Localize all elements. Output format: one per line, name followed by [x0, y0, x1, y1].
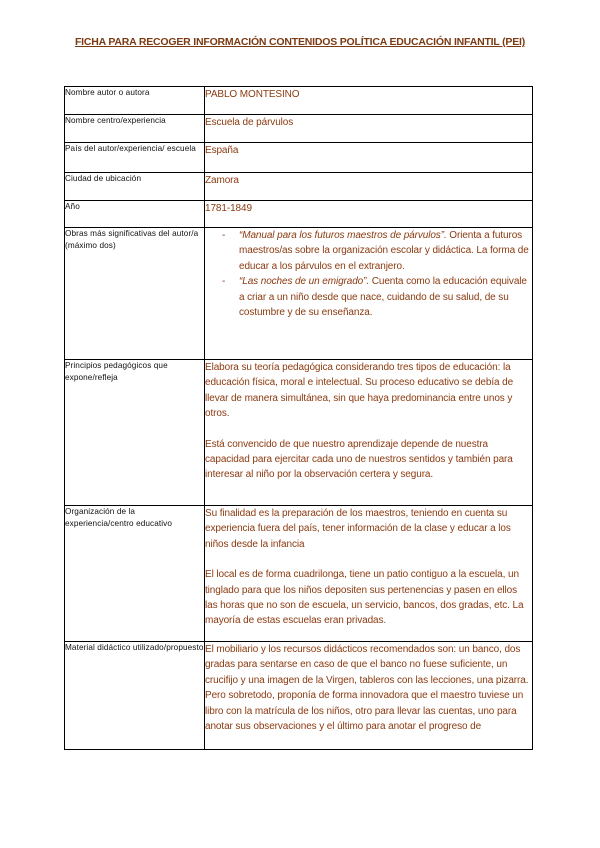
row-year	[65, 201, 533, 228]
row-label: Nombre centro/experiencia	[65, 115, 205, 143]
row-label: Material didáctico utilizado/propuesto	[65, 642, 205, 750]
work-title: “Manual para los futuros maestros de párvulos”.	[239, 230, 447, 241]
row-label: Año	[65, 201, 205, 228]
work-description: Orienta a futuros maestros/as sobre la organización escolar y didáctica. La forma de educar a los párvulos en el extranjero.	[239, 230, 529, 272]
row-label: Nombre autor o autora	[65, 87, 205, 115]
bullet-dash: -	[222, 230, 226, 241]
row-principles	[65, 360, 533, 506]
paragraph: Está convencido de que nuestro aprendizaje depende de nuestra capacidad para ejercitar cada uno de nuestros sentidos y también para interesar al niño por la observación certera y segura.	[205, 438, 513, 481]
paragraph: Elabora su teoría pedagógica considerando tres tipos de educación: la educación física, moral e intelectual. Su proceso educativo se debía de llevar de manera simultánea, sin que haya predominancia entre unos y otros.	[205, 362, 514, 420]
row-value	[205, 642, 533, 750]
row-value: PABLO MONTESINO	[205, 87, 533, 115]
row-value: Escuela de párvulos	[205, 115, 533, 143]
row-label: Ciudad de ubicación	[65, 173, 205, 201]
paragraph: Su finalidad es la preparación de los maestros, teniendo en cuenta su experiencia fuera del país, tener información de la clase y educar a los niños desde la infancia	[205, 508, 511, 550]
row-organization	[65, 506, 533, 642]
paragraph: El mobiliario y los recursos didácticos recomendados son: un banco, dos gradas para sentarse en caso de que el banco no fuese suficiente, un crucifijo y una imagen de la Virgen, tableros con las lecciones, una pizarra. Pero sobretodo, proponía de forma innovadora que el maestro tuviese un libro con la matrícula de los niños, otro para llevar las cuentas, uno para anotar sus observaciones y el último para anotar el progreso de	[205, 644, 529, 733]
row-city	[65, 173, 533, 201]
row-value: 1781-1849	[205, 201, 533, 228]
row-value	[205, 228, 533, 360]
bullet-dash: -	[222, 276, 226, 288]
row-material	[65, 642, 533, 750]
row-works	[65, 228, 533, 360]
row-label: Obras más significativas del autor/a (máximo dos)	[65, 228, 205, 360]
row-value: Zamora	[205, 173, 533, 201]
row-center	[65, 115, 533, 143]
row-label: Principios pedagógicos que expone/refleja	[65, 360, 205, 506]
row-author	[65, 87, 533, 115]
row-label: Organización de la experiencia/centro educativo	[65, 506, 205, 642]
list-item	[205, 228, 532, 274]
row-value	[205, 506, 533, 642]
row-value: España	[205, 143, 533, 173]
paragraph: El local es de forma cuadrilonga, tiene un patio contiguo a la escuela, un tinglado para que los niños depositen sus pertenencias y pasen en ellos las horas que no son de escuela, un servicio, bancos, dos gradas, etc. La mayoría de estas escuelas eran privadas.	[205, 569, 524, 627]
row-country	[65, 143, 533, 173]
work-description: Cuenta como la educación equivale a criar a un niño desde que nace, cuidando de su salud, de su costumbre y de su enseñanza.	[239, 276, 527, 319]
row-value	[205, 360, 533, 506]
page-title: FICHA PARA RECOGER INFORMACIÓN CONTENIDOS POLÍTICA EDUCACIÓN INFANTIL (PEI)	[74, 36, 526, 48]
list-item	[205, 274, 532, 320]
work-title: “Las noches de un emigrado”.	[239, 276, 370, 288]
row-label: País del autor/experiencia/ escuela	[65, 143, 205, 173]
info-table	[64, 86, 533, 750]
